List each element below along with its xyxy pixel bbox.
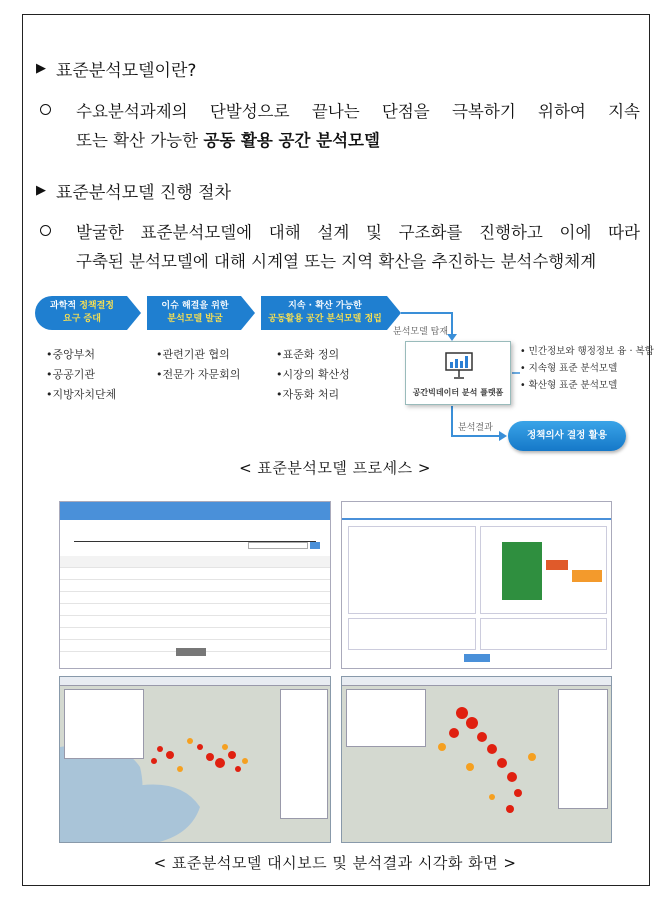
- list3-item: •시장의 확산성: [276, 368, 350, 381]
- step1-line1b: 정책결정: [79, 301, 114, 311]
- list-standardization: [276, 345, 350, 405]
- platform-caption: 공간빅데이터 분석 플랫폼: [412, 388, 504, 397]
- list4-item: • 지속형 표준 분석모델: [520, 363, 618, 374]
- step1-line1a: 과학적: [50, 301, 80, 311]
- list-consultation: [156, 345, 240, 385]
- list4-item: • 민간정보와 행정정보 융 · 복합: [520, 346, 654, 357]
- policy-decision-box: 정책의사 결정 활용: [508, 421, 626, 451]
- platform-box: [405, 341, 511, 405]
- screenshot-titlebar: [60, 502, 330, 520]
- triangle-bullet-icon: ▶: [36, 61, 46, 76]
- caption-dashboard: < 표준분석모델 대시보드 및 분석결과 시각화 화면 >: [153, 854, 517, 872]
- list2-item: •전문가 자문회의: [156, 368, 241, 381]
- section2-heading-text: 표준분석모델 진행 절차: [56, 183, 232, 203]
- step2-line1: 이슈 해결을 위한: [161, 301, 229, 311]
- step3-line2: 공동활용 공간 분석모델 정립: [268, 314, 382, 324]
- list-stakeholders: [46, 345, 116, 405]
- section1-line2-prefix: 또는 확산 가능한: [76, 131, 204, 150]
- screenshot-titlebar: [342, 502, 611, 520]
- dashboard-list-screenshot: [59, 501, 331, 669]
- analysis-map-1: [59, 676, 331, 843]
- list1-item: •지방자치단체: [46, 388, 117, 401]
- step3-line1: 지속 · 확산 가능한: [288, 301, 362, 311]
- list3-item: •자동화 처리: [276, 388, 340, 401]
- list4-item: • 확산형 표준 분석모델: [520, 380, 618, 391]
- section2-line1: 발굴한 표준분석모델에 대해 설계 및 구조화를 진행하고 이에 따라: [76, 223, 640, 242]
- list1-item: •중앙부처: [46, 348, 95, 361]
- list-outcomes: [520, 343, 654, 394]
- section2-line2: 구축된 분석모델에 대해 시계열 또는 지역 확산을 추진하는 분석수행체계: [76, 252, 597, 271]
- process-step-1: [35, 296, 141, 330]
- presentation-board-icon: [444, 350, 474, 380]
- list2-item: •관련기관 협의: [156, 348, 230, 361]
- label-result: 분석결과: [458, 423, 493, 433]
- section1-heading-text: 표준분석모델이란?: [56, 61, 197, 81]
- analysis-map-2: [341, 676, 612, 843]
- caption-process: < 표준분석모델 프로세스 >: [239, 459, 431, 477]
- process-step-2: [147, 296, 255, 330]
- section1-line2-bold: 공동 활용 공간 분석모델: [203, 131, 380, 150]
- step2-line2: 분석모델 발굴: [167, 314, 223, 324]
- process-step-3: [261, 296, 401, 330]
- model-detail-screenshot: [341, 501, 612, 669]
- step1-line2: 요구 증대: [63, 314, 101, 324]
- list3-item: •표준화 정의: [276, 348, 340, 361]
- section1-line1: 수요분석과제의 단발성으로 끝나는 단점을 극복하기 위하여 지속: [76, 102, 640, 121]
- label-model-load: 분석모델 탑재: [393, 327, 449, 337]
- triangle-bullet-icon: ▶: [36, 183, 46, 198]
- list1-item: •공공기관: [46, 368, 95, 381]
